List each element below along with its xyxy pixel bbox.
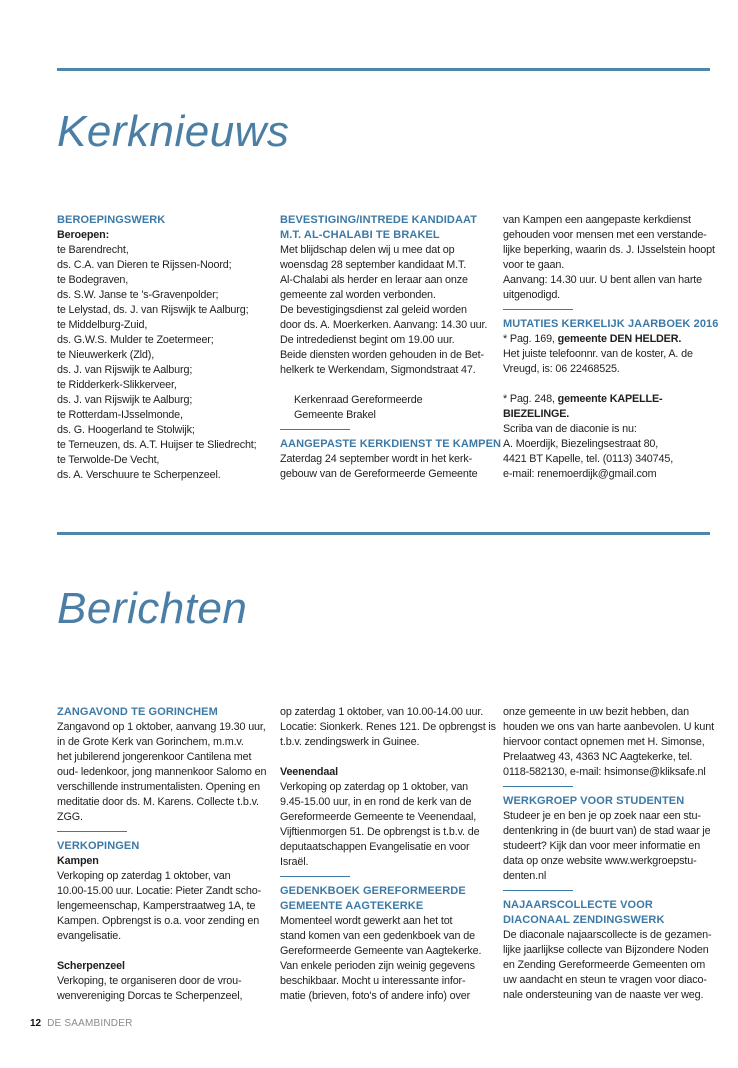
text-line: Vreugd, is: 06 22468525. [503,363,620,375]
text-line: De intrededienst begint om 19.00 uur. [280,334,455,346]
text-line: t.b.v. zendingswerk in Guinee. [280,736,420,748]
veenendaal-body [280,780,480,870]
werkgroep-body [503,809,711,884]
mutaties-entry-2-gemeente-cont: BIEZELINGE. [503,408,570,420]
text-line: 4421 BT Kapelle, tel. (0113) 340745, [503,453,674,465]
text-line: Zaterdag 24 september wordt in het kerk- [280,453,473,465]
section-title-kerknieuws: Kerknieuws [57,107,290,156]
gedenkboek-body-continued [503,705,714,780]
mutaties-entry-2-prefix: * Pag. 248, [503,393,558,405]
text-line: lijke beperking, waarin ds. J. IJsselstein hoopt [503,244,715,256]
text-line: ds. J. van Rijswijk te Aalburg; [57,394,193,406]
berichten-column-3 [503,705,714,1003]
text-line: Verkoping op zaterdag op 1 oktober, van [280,781,469,793]
text-line: Kampen. Opbrengst is o.a. voor zending en [57,915,260,927]
text-line: gemeente zal worden verbonden. [280,289,436,301]
text-line: Verkoping op zaterdag 1 oktober, van [57,870,231,882]
berichten-column-2 [280,705,496,1004]
text-line: houden we ons van harte aanbevolen. U kunt [503,721,714,733]
text-line: Aanvang: 14.30 uur. U bent allen van harte [503,274,702,286]
text-line: De bevestigingsdienst zal geleid worden [280,304,467,316]
text-line: ds. C.A. van Dieren te Rijssen-Noord; [57,259,232,271]
bevestiging-signature [280,393,480,423]
beroepingswerk-heading: BEROEPINGSWERK [57,214,166,226]
werkgroep-heading: WERKGROEP VOOR STUDENTEN [503,795,685,807]
text-line: in de Grote Kerk van Gorinchem, m.m.v. [57,736,244,748]
text-line: meditatie door ds. M. Karens. Collecte t.b.v. [57,796,259,808]
gedenkboek-body [280,914,480,1004]
text-line: matie (brieven, foto's of andere info) over [280,990,471,1002]
text-line: onze gemeente in uw bezit hebben, dan [503,706,689,718]
text-line: Het juiste telefoonnr. van de koster, A. de [503,348,693,360]
kerknieuws-column-3 [503,213,719,482]
text-line: e-mail: renemoerdijk@gmail.com [503,468,657,480]
text-line: Beide diensten worden gehouden in de Bet- [280,349,484,361]
najaarscollecte-body [503,928,712,1003]
zangavond-heading: ZANGAVOND TE GORINCHEM [57,706,218,718]
text-line: denten.nl [503,870,547,882]
mutaties-entry-1-prefix: * Pag. 169, [503,333,558,345]
text-line: beschikbaar. Mocht u interessante infor- [280,975,466,987]
text-line: Vijftienmorgen 51. De opbrengst is t.b.v. de [280,826,480,838]
text-line: 10.00-15.00 uur. Locatie: Pieter Zandt scho- [57,885,262,897]
text-line: nale ondersteuning van de naaste ver weg. [503,989,704,1001]
text-line: ds. G.W.S. Mulder te Zoetermeer; [57,334,214,346]
gedenkboek-heading-line-2: GEMEENTE AAGTEKERKE [280,900,424,912]
najaarscollecte-heading-line-1: NAJAARSCOLLECTE VOOR [503,899,653,911]
scherpenzeel-label: Scherpenzeel [57,960,125,972]
text-line: ds. A. Verschuure te Scherpenzeel. [57,469,221,481]
aangepaste-body-continued [503,213,715,303]
separator [503,786,573,787]
berichten-column-1 [57,705,267,1004]
text-line: deputaatschappen Evangelisatie en voor [280,841,470,853]
text-line: Locatie: Sionkerk. Renes 121. De opbrengst is [280,721,496,733]
text-line: Momenteel wordt gewerkt aan het tot [280,915,453,927]
text-line: woensdag 28 september kandidaat M.T. [280,259,467,271]
text-line: hiervoor contact opnemen met H. Simonse, [503,736,705,748]
aangepaste-heading: AANGEPASTE KERKDIENST TE KAMPEN [280,438,502,450]
mutaties-entry-2-gemeente: gemeente KAPELLE- [557,393,663,405]
text-line: stand komen van een gedenkboek van de [280,930,475,942]
separator [280,429,350,430]
text-line: op zaterdag 1 oktober, van 10.00-14.00 uur. [280,706,484,718]
mutaties-entry-1 [503,332,703,347]
veenendaal-label: Veenendaal [280,766,338,778]
text-line: lengemeenschap, Kamperstraatweg 1A, te [57,900,256,912]
text-line: Israël. [280,856,309,868]
text-line: evangelisatie. [57,930,121,942]
text-line: gehouden voor mensen met een verstande- [503,229,707,241]
text-line: studeert? Kijk dan voor meer informatie en [503,840,701,852]
text-line: gebouw van de Gereformeerde Gemeente [280,468,478,480]
mutaties-heading: MUTATIES KERKELIJK JAARBOEK 2016 [503,318,719,330]
text-line: De diaconale najaarscollecte is de gezamen- [503,929,712,941]
text-line: oud- ledenkoor, jong mannenkoor Salomo en [57,766,267,778]
separator [503,890,573,891]
text-line: Kerkenraad Gereformeerde [294,394,423,406]
text-line: ds. S.W. Janse te 's-Gravenpolder; [57,289,219,301]
bevestiging-body [280,243,488,378]
separator [57,831,127,832]
text-line: Gereformeerde Gemeente van Aagtekerke. [280,945,482,957]
text-line: Verkoping, te organiseren door de vrou- [57,975,242,987]
mutaties-entry-1-body [503,347,703,377]
text-line: 9.45-15.00 uur, in en rond de kerk van de [280,796,472,808]
text-line: te Terwolde-De Vecht, [57,454,160,466]
page-footer [30,1018,133,1029]
text-line: van Kampen een aangepaste kerkdienst [503,214,691,226]
najaarscollecte-heading-line-2: DIACONAAL ZENDINGSWERK [503,914,665,926]
text-line: Studeer je en ben je op zoek naar een stu- [503,810,701,822]
text-line: dentenkring in (de buurt van) de stad waar je [503,825,711,837]
bevestiging-heading-line-1: BEVESTIGING/INTREDE KANDIDAAT [280,214,478,226]
beroepingswerk-list [57,243,257,483]
kampen-body [57,869,262,944]
aangepaste-body [280,452,480,482]
text-line: ds. J. van Rijswijk te Aalburg; [57,364,193,376]
text-line: te Barendrecht, [57,244,129,256]
text-line: ZGG. [57,811,83,823]
bevestiging-heading-line-2: M.T. AL-CHALABI TE BRAKEL [280,229,440,241]
text-line: Prelaatweg 43, 4363 NC Aagtekerke, tel. [503,751,693,763]
verkopingen-heading: VERKOPINGEN [57,840,140,852]
kerknieuws-column-2 [280,213,502,482]
text-line: uitgenodigd. [503,289,561,301]
text-line: A. Moerdijk, Biezelingsestraat 80, [503,438,659,450]
text-line: verschillende instrumentalisten. Opening en [57,781,261,793]
text-line: te Terneuzen, ds. A.T. Huijser te Sliedrecht; [57,439,257,451]
text-line: uw aandacht en steun te vragen voor diaco- [503,974,707,986]
middle-rule [57,532,710,535]
text-line: voor te gaan. [503,259,565,271]
text-line: en Zending Gereformeerde Gemeenten om [503,959,706,971]
zangavond-body [57,720,267,825]
text-line: te Nieuwerkerk (Zld), [57,349,155,361]
text-line: data op onze website www.werkgroepstu- [503,855,697,867]
text-line: het jubilerend jongerenkoor Cantilena met [57,751,252,763]
text-line: Al-Chalabi als herder en leraar aan onze [280,274,468,286]
beroepen-label: Beroepen: [57,229,110,241]
text-line: te Bodegraven, [57,274,129,286]
scherpenzeel-body-continued [280,705,496,750]
section-title-berichten: Berichten [57,584,248,633]
text-line: door ds. A. Moerkerken. Aanvang: 14.30 uur. [280,319,488,331]
text-line: ds. G. Hoogerland te Stolwijk; [57,424,195,436]
kampen-label: Kampen [57,855,99,867]
top-rule [57,68,710,71]
scherpenzeel-body [57,974,257,1004]
text-line: 0118-582130, e-mail: hsimonse@kliksafe.nl [503,766,706,778]
separator [503,309,573,310]
text-line: helkerk te Werkendam, Sigmondstraat 47. [280,364,476,376]
kerknieuws-column-1 [57,213,257,483]
mutaties-entry-2 [503,392,703,407]
text-line: te Ridderkerk-Slikkerveer, [57,379,177,391]
text-line: Van enkele perioden zijn weinig gegevens [280,960,475,972]
text-line: Met blijdschap delen wij u mee dat op [280,244,455,256]
mutaties-entry-1-gemeente: gemeente DEN HELDER. [557,333,682,345]
text-line: te Lelystad, ds. J. van Rijswijk te Aalburg; [57,304,249,316]
text-line: Zangavond op 1 oktober, aanvang 19.30 uur, [57,721,266,733]
page-number: 12 [30,1018,42,1029]
separator [280,876,350,877]
text-line: wenvereniging Dorcas te Scherpenzeel, [57,990,243,1002]
text-line: te Rotterdam-IJsselmonde, [57,409,183,421]
magazine-name: DE SAAMBINDER [47,1018,133,1029]
text-line: Scriba van de diaconie is nu: [503,423,637,435]
text-line: Gereformeerde Gemeente te Veenendaal, [280,811,477,823]
text-line: lijke jaarlijkse collecte van Bijzondere Noden [503,944,709,956]
text-line: te Middelburg-Zuid, [57,319,148,331]
mutaties-entry-2-body [503,422,703,482]
text-line: Gemeente Brakel [294,409,376,421]
gedenkboek-heading-line-1: GEDENKBOEK GEREFORMEERDE [280,885,466,897]
